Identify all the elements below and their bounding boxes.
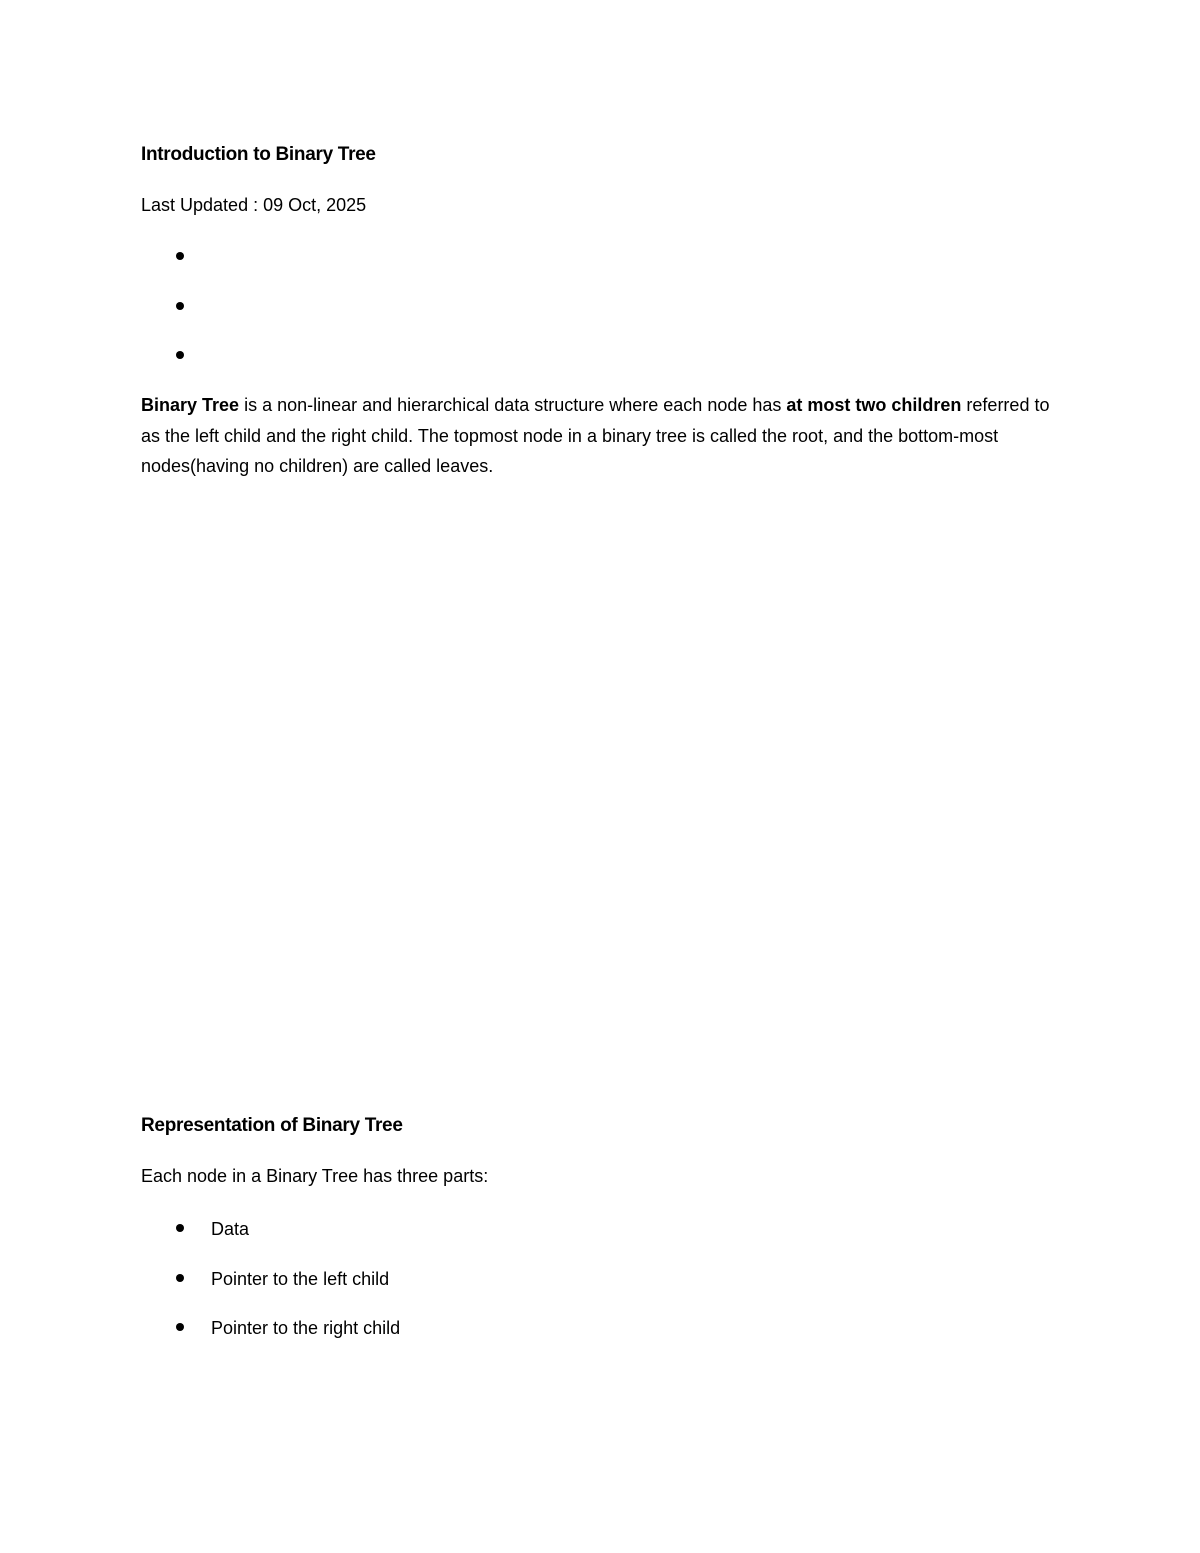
last-updated-text: Last Updated : 09 Oct, 2025 xyxy=(141,195,367,215)
bullet-icon xyxy=(176,252,184,260)
bullet-icon xyxy=(176,351,184,359)
paragraph-text: referred to as the left child and the right child. The topmost node in a binary tree is called the root, and the bottom-most nodes(having no children) are called leaves. xyxy=(141,395,1050,476)
section-title-representation: Representation of Binary Tree xyxy=(141,1115,403,1136)
bold-term: Binary Tree xyxy=(141,395,240,415)
bullet-icon xyxy=(176,1323,184,1331)
paragraph-text: is a non-linear and hierarchical data structure where each node has xyxy=(239,395,787,415)
document-page: Introduction to Binary Tree Last Updated : 09 Oct, 2025 Binary Tree is a non-linear and hierarchical data structure where each node has at most two children referred to as the left child and the right child. The topmost node in a binary tree is called the root, and the bottom-most nodes(having no children) are called leaves. Representation of Binary Tree Each node in a Binary Tree has three parts: Data Pointer to the left child Pointer to the right child xyxy=(0,0,1200,1553)
section-title-introduction: Introduction to Binary Tree xyxy=(141,144,376,165)
bullet-icon xyxy=(176,1274,184,1282)
bold-phrase: at most two children xyxy=(786,395,962,415)
bullet-icon xyxy=(176,302,184,310)
representation-intro-text: Each node in a Binary Tree has three parts: xyxy=(141,1166,489,1186)
bullet-icon xyxy=(176,1224,184,1232)
binary-tree-definition-paragraph xyxy=(141,390,1061,482)
